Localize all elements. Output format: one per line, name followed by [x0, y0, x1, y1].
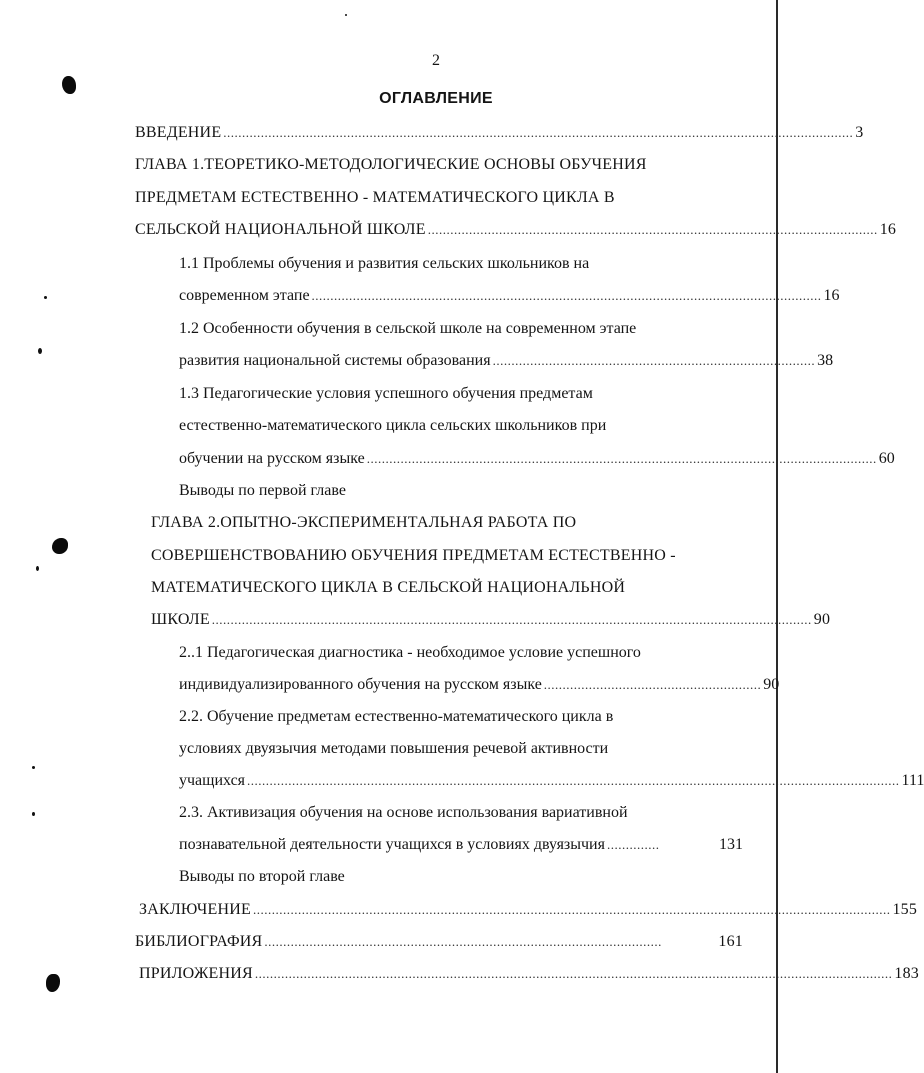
toc-entry-text: ГЛАВА 1.ТЕОРЕТИКО-МЕТОДОЛОГИЧЕСКИЕ ОСНОВЫ ОБУЧЕНИЯ — [135, 156, 647, 173]
toc-page-number: 38 — [817, 352, 834, 369]
toc-entry-text: учащихся — [179, 772, 246, 789]
toc-page-number: 90 — [813, 611, 831, 628]
toc-section-1-2-line2 — [179, 350, 834, 372]
leader-dots: .......................................................... — [543, 677, 762, 692]
leader-dots: ........................................................................................................................................ — [311, 288, 822, 303]
toc-entry-text: современном этапе — [179, 287, 310, 304]
toc-entry-text: СОВЕРШЕНСТВОВАНИЮ ОБУЧЕНИЯ ПРЕДМЕТАМ ЕСТЕСТВЕННО - — [151, 547, 676, 564]
toc-section-1-2-line1 — [179, 318, 743, 340]
toc-entry-text: 1.3 Педагогические условия успешного обучения предметам — [179, 385, 593, 402]
toc-chapter2-line3 — [151, 577, 743, 599]
toc-entry-text: познавательной деятельности учащихся в условиях двуязычия — [179, 836, 605, 853]
toc-entry-text: 2.2. Обучение предметам естественно-математического цикла в — [179, 708, 614, 725]
toc-section-1-3-line3 — [179, 448, 895, 470]
toc-entry-text: 2.3. Активизация обучения на основе использования вариативной — [179, 804, 628, 821]
scan-speck — [32, 766, 35, 769]
toc-section-2-1-line1 — [179, 642, 743, 664]
scan-speck — [345, 14, 347, 16]
toc-entry-text: развития национальной системы образования — [179, 352, 491, 369]
toc-section-2-2-line1 — [179, 706, 743, 728]
toc-page-number: 16 — [823, 287, 840, 304]
toc-entry-text: СЕЛЬСКОЙ НАЦИОНАЛЬНОЙ ШКОЛЕ — [135, 221, 426, 238]
toc-entry-text: ШКОЛЕ — [151, 611, 210, 628]
leader-dots: ........................................................................................................................ — [427, 222, 878, 237]
toc-chapter1-line2 — [135, 187, 743, 209]
toc-entry-text: ГЛАВА 2.ОПЫТНО-ЭКСПЕРИМЕНТАЛЬНАЯ РАБОТА ПО — [151, 514, 577, 531]
leader-dots: ........................................................................................................................................................................ — [223, 125, 854, 140]
toc-entry-text: МАТЕМАТИЧЕСКОГО ЦИКЛА В СЕЛЬСКОЙ НАЦИОНАЛЬНОЙ — [151, 579, 626, 596]
toc-entry-text: БИБЛИОГРАФИЯ — [135, 933, 263, 950]
toc-page-number: 60 — [878, 450, 895, 467]
toc-page-number: 90 — [763, 676, 780, 693]
toc-entry-text: Выводы по второй главе — [179, 868, 345, 885]
toc-entry-text: 1.2 Особенности обучения в сельской школе на современном этапе — [179, 320, 637, 337]
toc-entry-text: 2..1 Педагогическая диагностика - необходимое условие успешного — [179, 644, 641, 661]
leader-dots: .............. — [606, 837, 660, 852]
toc-entry-conclusion — [139, 899, 918, 921]
leader-dots: ................................................................................................................................................................ — [211, 612, 812, 627]
toc-page-number: 161 — [718, 933, 743, 950]
scan-speck — [32, 812, 35, 816]
toc-page-number: 111 — [901, 772, 924, 789]
toc-section-2-3-line2 — [179, 834, 743, 856]
toc-entry-text: индивидуализированного обучения на русском языке — [179, 676, 542, 693]
leader-dots: .......................................................................................................... — [264, 934, 662, 949]
toc-section-1-1-line2 — [179, 285, 840, 307]
toc-section-2-1-line2 — [179, 674, 780, 696]
leader-dots: ...................................................................................... — [492, 353, 816, 368]
scan-speck — [44, 296, 47, 299]
toc-section-1-1-line1 — [179, 253, 743, 275]
toc-chapter2-line2 — [151, 545, 743, 567]
leader-dots: .............................................................................................................................................................................. — [247, 773, 900, 788]
toc-entry-text: естественно-математического цикла сельских школьников при — [179, 417, 607, 434]
scan-blot — [52, 538, 68, 554]
toc-entry-text: 1.1 Проблемы обучения и развития сельских школьников на — [179, 255, 590, 272]
page-number: 2 — [432, 52, 440, 69]
toc-section-2-2-line2 — [179, 738, 743, 760]
toc-entry-text: ПРИЛОЖЕНИЯ — [139, 965, 253, 982]
toc-chapter1-line3 — [135, 219, 897, 241]
toc-page-number: 16 — [879, 221, 897, 238]
leader-dots: ........................................................................................................................................ — [366, 451, 877, 466]
toc-section-2-3-line1 — [179, 802, 743, 824]
toc-conclusions-ch1 — [179, 480, 743, 502]
toc-entry-text: ВВЕДЕНИЕ — [135, 124, 222, 141]
scan-speck — [36, 566, 39, 571]
toc-page-number: 131 — [719, 836, 743, 853]
leader-dots: .......................................................................................................................................................................... — [254, 966, 893, 981]
toc-section-1-3-line2 — [179, 415, 743, 437]
toc-entry-text: обучении на русском языке — [179, 450, 365, 467]
toc-entry-intro — [135, 122, 864, 144]
toc-section-2-2-line3 — [179, 770, 924, 792]
toc-entry-text: Выводы по первой главе — [179, 482, 346, 499]
scan-blot — [46, 974, 60, 992]
toc-page-number: 3 — [855, 124, 864, 141]
scan-speck — [38, 348, 42, 354]
toc-page-number: 183 — [894, 965, 920, 982]
toc-chapter2-line4 — [151, 609, 831, 631]
toc-entry-appendix — [139, 963, 920, 985]
toc-entry-text: ЗАКЛЮЧЕНИЕ — [139, 901, 251, 918]
toc-chapter1-line1 — [135, 154, 743, 176]
toc-heading: ОГЛАВЛЕНИЕ — [379, 90, 493, 107]
toc-entry-text: ПРЕДМЕТАМ ЕСТЕСТВЕННО - МАТЕМАТИЧЕСКОГО ЦИКЛА В — [135, 189, 615, 206]
toc-entry-bibliography — [135, 931, 743, 953]
toc-conclusions-ch2 — [179, 866, 743, 888]
scan-blot — [62, 76, 76, 94]
toc-chapter2-line1 — [151, 512, 743, 534]
leader-dots: .......................................................................................................................................................................... — [252, 902, 891, 917]
toc-section-1-3-line1 — [179, 383, 743, 405]
toc-page-number: 155 — [892, 901, 918, 918]
toc-entry-text: условиях двуязычия методами повышения речевой активности — [179, 740, 609, 757]
